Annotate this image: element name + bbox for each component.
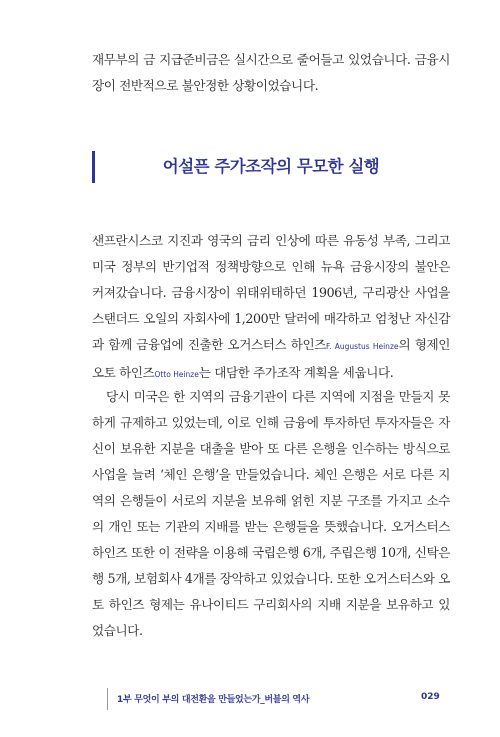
paragraph-1-part-2: 의 형제인 오토 하인즈 [92,337,451,380]
paragraph-1 [92,228,450,388]
paragraph-1-part-3: 는 대담한 주가조작 계획을 세웁니다. [198,365,394,380]
page-number: 029 [421,692,440,702]
section-title: 어설픈 주가조작의 무모한 실행 [162,157,380,176]
paragraph-2: 당시 미국은 한 지역의 금융기관이 다른 지역에 지점을 만들지 못하게 규제하고 있었는데, 이로 인해 금융에 투자하던 투자자들은 자신이 보유한 지분을 대출을 받아 또 다른 은행을 인수하는 방식으로 사업을 늘려 ‘체인 은행’을 만들었습니다. 체인 은행은 서로 다른 지역의 은행들이 서로의 지분을 보유해 얽힌 지분 구조를 가지고 소수의 개인 또는 기관의 지배를 받는 은행들을 뜻했습니다. 오거스터스 하인즈 또한 이 전략을 이용해 국립은행 6개, 주립은행 10개, 신탁은행 5개, 보험회사 4개를 장악하고 있었습니다. 또한 오거스터스와 오토 하인즈 형제는 유나이티드 구리회사의 지배 지분을 보유하고 있었습니다. [92,389,450,638]
footer-chapter-title: 1부 무엇이 부의 대전환을 만들었는가_버블의 역사 [117,695,310,705]
paragraph-1-part-1: 샌프란시스코 지진과 영국의 금리 인상에 따른 유동성 부족, 그리고 미국 정부의 반기업적 정책방향으로 인해 뉴욕 금융시장의 불안은 커져갔습니다. 금융시장이 위태위태하던 1906년, 구리광산 사업을 스탠더드 오일의 자회사에 1,200만 달러에 매각하고 엄청난 자신감과 함께 금융업에 진출한 오거스터스 하인즈 [92,233,450,352]
section-heading-block [92,147,450,187]
footer-divider [107,688,108,710]
english-name-augustus: F. Augustus Heinze [326,342,399,351]
top-paragraph: 재무부의 금 지급준비금은 실시간으로 줄어들고 있었습니다. 금융시장이 전반적으로 불안정한 상황이었습니다. [92,52,450,93]
english-name-otto: Otto Heinze [154,370,199,379]
